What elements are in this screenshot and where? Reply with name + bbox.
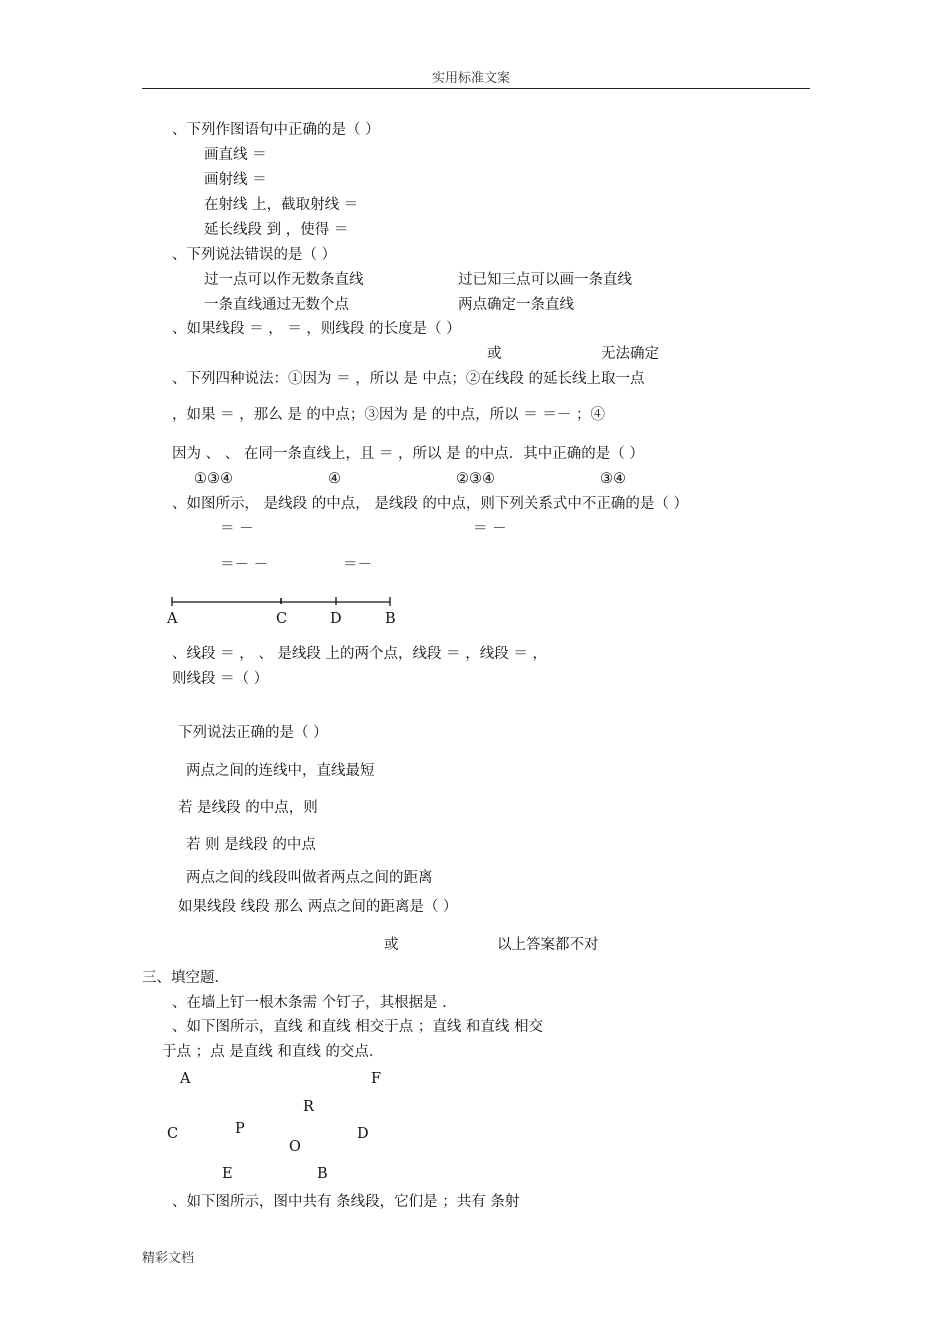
q-distance-option-none: 以上答案都不对 xyxy=(497,937,599,953)
fill-q3: 、如下图所示，图中共有 条线段，它们是 ；共有 条射 xyxy=(172,1194,520,1210)
q-fig-expr-a: ＝ － xyxy=(220,521,254,537)
q-fig-stem: 、如图所示， 是线段 的中点， 是线段 的中点，则下列关系式中不正确的是（ ） xyxy=(172,496,689,512)
q-segment-line-1: 、线段 ＝ ， 、 是线段 上的两个点，线段 ＝ ，线段 ＝ ， xyxy=(172,646,547,662)
point-label-d: D xyxy=(357,1126,369,1142)
q-drawing-option-a: 画直线 ＝ xyxy=(204,147,267,163)
page-header: 实用标准文案 xyxy=(432,71,511,86)
q-length-stem: 、如果线段 ＝ ， ＝ ，则线段 的长度是（ ） xyxy=(172,321,461,337)
point-label-e: E xyxy=(222,1166,233,1182)
point-label-b: B xyxy=(317,1166,328,1182)
q-fig-expr-b: ＝ － xyxy=(473,521,507,537)
point-label-a: A xyxy=(180,1071,191,1087)
q-fig-expr-d: ＝－ xyxy=(343,557,372,573)
figure-label-b: B xyxy=(385,611,396,627)
q-fig-expr-c: ＝－ － xyxy=(220,557,269,573)
q-wrong-option-a: 过一点可以作无数条直线 xyxy=(204,272,364,288)
q-correct-option-d: 两点之间的线段叫做者两点之间的距离 xyxy=(186,870,433,886)
q-correct-option-a: 两点之间的连线中，直线最短 xyxy=(186,763,375,779)
segment-figure xyxy=(168,592,408,612)
q-wrong-option-b: 过已知三点可以画一条直线 xyxy=(458,272,632,288)
q-drawing-option-b: 画射线 ＝ xyxy=(204,172,267,188)
q-four-option-b: ④ xyxy=(328,471,341,487)
q-correct-option-b: 若 是线段 的中点，则 xyxy=(178,800,318,816)
section-3-title: 三、填空题． xyxy=(142,970,229,986)
q-four-option-a: ①③④ xyxy=(194,471,233,487)
q-correct-option-c: 若 则 是线段 的中点 xyxy=(186,837,316,853)
q-correct-stem: 下列说法正确的是（ ） xyxy=(178,725,328,741)
q-distance-stem: 如果线段 线段 那么 两点之间的距离是（ ） xyxy=(178,899,458,915)
figure-label-d: D xyxy=(330,611,342,627)
point-label-f: F xyxy=(371,1071,382,1087)
fill-q2-line-1: 、如下图所示，直线 和直线 相交于点 ；直线 和直线 相交 xyxy=(172,1019,544,1035)
q-length-option-or: 或 xyxy=(487,346,502,362)
q-drawing-option-c: 在射线 上，截取射线 ＝ xyxy=(204,197,359,213)
q-length-option-undef: 无法确定 xyxy=(601,346,659,362)
q-wrong-option-c: 一条直线通过无数个点 xyxy=(204,297,349,313)
q-wrong-option-d: 两点确定一条直线 xyxy=(458,297,574,313)
q-four-line-2: ，如果 ＝ ，那么 是 的中点；③因为 是 的中点，所以 ＝ ＝－ ；④ xyxy=(172,407,605,423)
q-drawing-option-d: 延长线段 到 ，使得 ＝ xyxy=(204,222,349,238)
point-label-o: O xyxy=(289,1139,301,1155)
fill-q2-line-2: 于点 ；点 是直线 和直线 的交点． xyxy=(162,1044,384,1060)
point-label-c: C xyxy=(167,1126,179,1142)
q-wrong-stem: 、下列说法错误的是（ ） xyxy=(172,247,337,263)
q-distance-option-or: 或 xyxy=(384,937,399,953)
q-four-line-1: 、下列四种说法：①因为 ＝ ，所以 是 中点；②在线段 的延长线上取一点 xyxy=(172,371,645,387)
q-segment-line-2: 则线段 ＝（ ） xyxy=(172,671,269,687)
point-label-r: R xyxy=(303,1099,314,1115)
q-four-option-c: ②③④ xyxy=(456,471,495,487)
page-footer: 精彩文档 xyxy=(142,1251,195,1266)
figure-label-c: C xyxy=(276,611,288,627)
header-rule xyxy=(142,88,810,89)
q-four-line-3: 因为 、 、 在同一条直线上，且 ＝ ，所以 是 的中点．其中正确的是（ ） xyxy=(172,446,644,462)
q-drawing-stem: 、下列作图语句中正确的是（ ） xyxy=(172,122,380,138)
point-label-p: P xyxy=(235,1121,245,1137)
q-four-option-d: ③④ xyxy=(600,471,626,487)
figure-label-a: A xyxy=(167,611,178,627)
fill-q1: 、在墙上钉一根木条需 个钉子，其根据是 ． xyxy=(172,995,457,1011)
